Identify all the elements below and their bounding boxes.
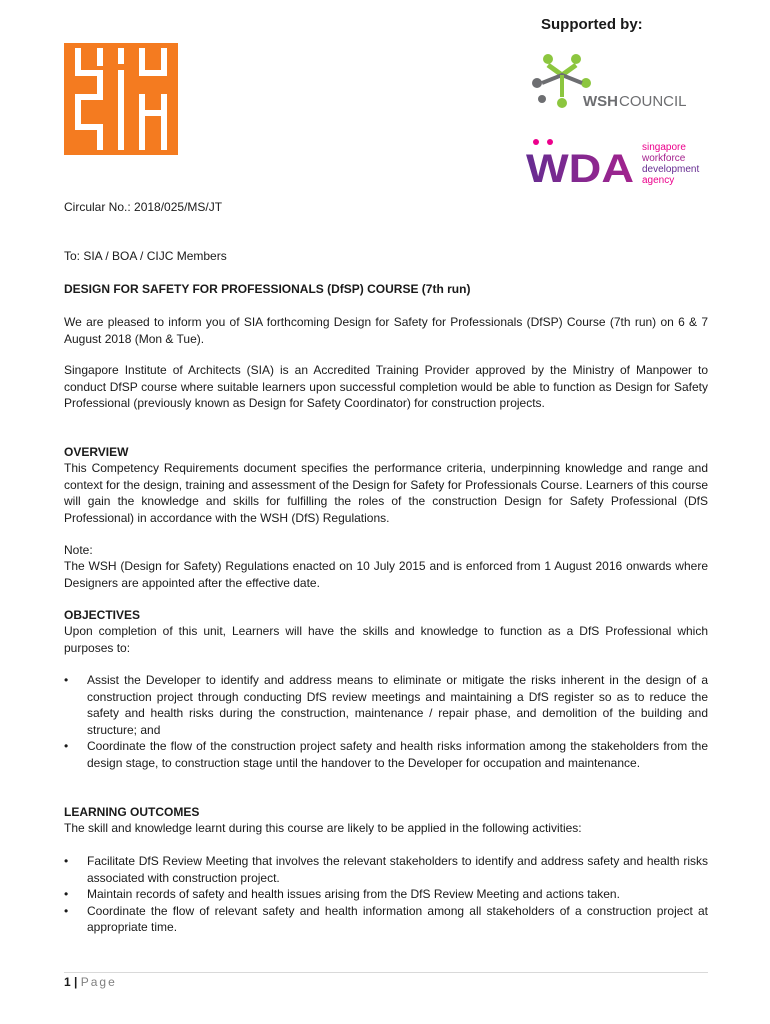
supported-by-label: Supported by: <box>541 16 643 33</box>
footer-separator: | <box>74 975 78 989</box>
page-number: 1 <box>64 975 71 989</box>
circular-number: Circular No.: 2018/025/MS/JT <box>64 200 223 214</box>
footer-divider <box>64 972 708 973</box>
learning-outcomes-heading: LEARNING OUTCOMES <box>64 805 200 819</box>
wda-tagline-line: agency <box>642 175 675 186</box>
note-label: Note: <box>64 543 93 557</box>
document-title: DESIGN FOR SAFETY FOR PROFESSIONALS (DfSP) COURSE (7th run) <box>64 282 471 296</box>
sia-logo <box>64 43 178 155</box>
wda-dot-icon <box>533 139 539 145</box>
provider-paragraph: Singapore Institute of Architects (SIA) is an Accredited Training Provider approved by the Ministry of Manpower to conduct DfSP course where suitable learners upon successful completion would be able to function as Design for Safety Professional (previously known as Design for Safety Coordinator) for construction projects. <box>64 363 708 410</box>
wda-logo <box>526 138 716 190</box>
wda-tagline-line: workforce <box>642 153 686 164</box>
objectives-heading: OBJECTIVES <box>64 608 141 622</box>
intro-paragraph: We are pleased to inform you of SIA forthcoming Design for Safety for Professionals (DfSP) Course (7th run) on 6 & 7 August 2018 (Mon & Tue). <box>64 315 708 346</box>
list-item: • Maintain records of safety and health issues arising from the DfS Review Meeting and actions taken. <box>64 886 708 903</box>
wsh-logo-bold-text: WSH <box>583 93 618 110</box>
wda-tagline-line: development <box>642 164 700 175</box>
wda-tagline-line: singapore <box>642 142 686 153</box>
wda-logo-text: WDA <box>526 147 634 190</box>
list-item: • Coordinate the flow of relevant safety and health information among all stakeholders of a construction project at appropriate time. <box>64 903 708 936</box>
objectives-list <box>64 672 708 771</box>
recipients-line: To: SIA / BOA / CIJC Members <box>64 249 227 263</box>
page-label: Page <box>80 975 117 989</box>
list-item: • Coordinate the flow of the construction project safety and health risks information among the stakeholders from the design stage, to construction stage until the handover to the Developer for occupation and maintenance. <box>64 738 708 771</box>
wsh-council-logo <box>528 51 698 113</box>
learning-outcomes-paragraph: The skill and knowledge learnt during this course are likely to be applied in the following activities: <box>64 821 582 835</box>
list-item: • Facilitate DfS Review Meeting that involves the relevant stakeholders to identify and address safety and health risks associated with construction project. <box>64 853 708 886</box>
page-footer <box>64 975 117 989</box>
list-item: • Assist the Developer to identify and address means to eliminate or mitigate the risks inherent in the design of a construction project through conducting DfS review meetings and maintaining a DfS register so as to reduce the safety and health risks during the construction, maintenance / repair phase, and demolition of the building and structure; and <box>64 672 708 738</box>
overview-paragraph: This Competency Requirements document specifies the performance criteria, underpinning knowledge and range and context for the design, training and assessment of the Design for Safety for Professionals Course. Learners of this course will gain the knowledge and skills for fulfilling the roles of the construction Design for Safety Professional (DfS Professional) in accordance with the WSH (DfS) Regulations. <box>64 461 708 525</box>
note-paragraph: The WSH (Design for Safety) Regulations enacted on 10 July 2015 and is enforced from 1 August 2016 onwards where Designers are appointed after the effective date. <box>64 559 708 590</box>
wsh-logo-text: COUNCIL <box>619 93 687 110</box>
learning-outcomes-list <box>64 853 708 936</box>
overview-heading: OVERVIEW <box>64 445 129 459</box>
wda-dot-icon <box>547 139 553 145</box>
objectives-paragraph: Upon completion of this unit, Learners will have the skills and knowledge to function as a DfS Professional which purposes to: <box>64 624 708 655</box>
